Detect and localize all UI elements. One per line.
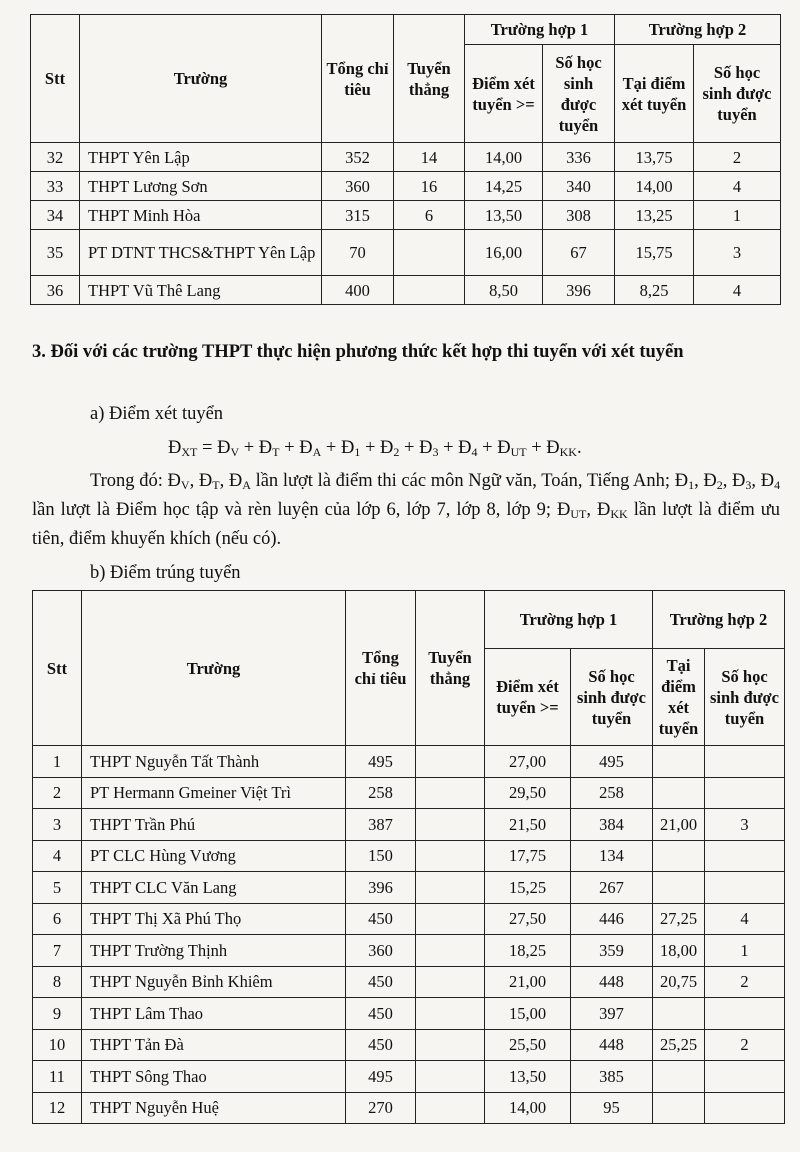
- cell-stt: 6: [33, 903, 82, 935]
- table-row: [33, 746, 785, 778]
- header-truong: Trường: [80, 15, 322, 143]
- cell-so-2: [705, 998, 785, 1030]
- header-truong: Trường: [82, 591, 346, 746]
- cell-so-1: 267: [571, 872, 653, 904]
- cell-diem-1: 25,50: [485, 1029, 571, 1061]
- table-row: [33, 872, 785, 904]
- cell-stt: 7: [33, 935, 82, 967]
- cell-stt: 36: [31, 276, 80, 305]
- header-tong-chi-tieu: Tổng chỉ tiêu: [322, 15, 394, 143]
- cell-tong: 387: [346, 809, 416, 841]
- cell-diem-1: 14,25: [465, 172, 543, 201]
- header-tong-chi-tieu: Tổng chỉ tiêu: [346, 591, 416, 746]
- cell-stt: 11: [33, 1061, 82, 1093]
- cell-truong: THPT Sông Thao: [82, 1061, 346, 1093]
- cell-tong: 450: [346, 903, 416, 935]
- cell-tong: 450: [346, 1029, 416, 1061]
- cell-diem-2: 13,75: [615, 143, 694, 172]
- cell-stt: 35: [31, 230, 80, 276]
- cell-diem-2: [653, 998, 705, 1030]
- cell-so-2: [705, 777, 785, 809]
- cell-stt: 33: [31, 172, 80, 201]
- cell-thang: [416, 1029, 485, 1061]
- header-stt: Stt: [33, 591, 82, 746]
- cell-diem-1: 27,00: [485, 746, 571, 778]
- cell-diem-1: 15,25: [485, 872, 571, 904]
- cell-truong: THPT Nguyễn Bỉnh Khiêm: [82, 966, 346, 998]
- cell-so-2: 4: [694, 276, 781, 305]
- header-so-hoc-sinh: Số học sinh được tuyển: [571, 649, 653, 746]
- table-row: [31, 230, 781, 276]
- section-3-heading: 3. Đối với các trường THPT thực hiện phương thức kết hợp thi tuyển với xét tuyển: [32, 342, 684, 362]
- cell-truong: THPT Yên Lập: [80, 143, 322, 172]
- cell-thang: [394, 276, 465, 305]
- cell-tong: 360: [322, 172, 394, 201]
- cell-diem-2: 18,00: [653, 935, 705, 967]
- header-truong-hop-1: Trường hợp 1: [465, 15, 615, 45]
- cell-thang: [416, 872, 485, 904]
- cell-so-2: 4: [694, 172, 781, 201]
- cell-thang: [416, 998, 485, 1030]
- cell-tong: 150: [346, 840, 416, 872]
- cell-so-2: 2: [705, 1029, 785, 1061]
- cell-tong: 360: [346, 935, 416, 967]
- cell-thang: 14: [394, 143, 465, 172]
- cell-so-1: 397: [571, 998, 653, 1030]
- cell-so-2: [705, 872, 785, 904]
- cell-so-2: 1: [705, 935, 785, 967]
- table-row: [33, 1061, 785, 1093]
- cell-diem-2: 14,00: [615, 172, 694, 201]
- table-row: [33, 935, 785, 967]
- admission-table-2: [32, 590, 785, 1124]
- cell-stt: 2: [33, 777, 82, 809]
- cell-so-2: 2: [694, 143, 781, 172]
- cell-truong: THPT Nguyễn Tất Thành: [82, 746, 346, 778]
- cell-truong: THPT Lương Sơn: [80, 172, 322, 201]
- cell-stt: 9: [33, 998, 82, 1030]
- cell-diem-2: 15,75: [615, 230, 694, 276]
- cell-thang: [416, 935, 485, 967]
- cell-diem-2: [653, 1092, 705, 1124]
- cell-so-1: 336: [543, 143, 615, 172]
- cell-so-1: 67: [543, 230, 615, 276]
- cell-diem-1: 18,25: [485, 935, 571, 967]
- header-truong-hop-1: Trường hợp 1: [485, 591, 653, 649]
- cell-so-1: 396: [543, 276, 615, 305]
- header-tuyen-thang: Tuyển thẳng: [416, 591, 485, 746]
- cell-thang: [416, 777, 485, 809]
- cell-so-1: 95: [571, 1092, 653, 1124]
- cell-stt: 5: [33, 872, 82, 904]
- cell-diem-1: 16,00: [465, 230, 543, 276]
- cell-so-2: [705, 1061, 785, 1093]
- cell-thang: [416, 966, 485, 998]
- cell-tong: 396: [346, 872, 416, 904]
- cell-diem-2: [653, 840, 705, 872]
- cell-truong: PT CLC Hùng Vương: [82, 840, 346, 872]
- cell-tong: 495: [346, 1061, 416, 1093]
- cell-truong: PT DTNT THCS&THPT Yên Lập: [80, 230, 322, 276]
- cell-diem-2: 8,25: [615, 276, 694, 305]
- cell-truong: THPT CLC Văn Lang: [82, 872, 346, 904]
- cell-diem-2: 27,25: [653, 903, 705, 935]
- cell-diem-2: [653, 777, 705, 809]
- formula: $Đ_{XT}$ = $Đ_V$ + $Đ_T$ + $Đ_A$ + $Đ_1$ + $Đ_2$ + $Đ_3$ + $Đ_4$ + $Đ_{UT}$ + $Đ_{KK}$.: [168, 438, 582, 459]
- table-row: [31, 201, 781, 230]
- cell-so-1: 446: [571, 903, 653, 935]
- cell-so-1: 359: [571, 935, 653, 967]
- header-so-hoc-sinh-2: Số học sinh được tuyển: [694, 45, 781, 143]
- cell-so-2: 3: [694, 230, 781, 276]
- cell-tong: 450: [346, 966, 416, 998]
- table-row: [33, 998, 785, 1030]
- table-row: [33, 903, 785, 935]
- cell-tong: 70: [322, 230, 394, 276]
- cell-truong: THPT Thị Xã Phú Thọ: [82, 903, 346, 935]
- header-tai-diem: Tại điểm xét tuyển: [653, 649, 705, 746]
- cell-thang: [416, 1092, 485, 1124]
- cell-thang: 16: [394, 172, 465, 201]
- cell-tong: 495: [346, 746, 416, 778]
- cell-truong: PT Hermann Gmeiner Việt Trì: [82, 777, 346, 809]
- cell-stt: 8: [33, 966, 82, 998]
- cell-stt: 4: [33, 840, 82, 872]
- cell-tong: 450: [346, 998, 416, 1030]
- cell-diem-1: 13,50: [485, 1061, 571, 1093]
- table-row: [33, 966, 785, 998]
- cell-thang: [416, 903, 485, 935]
- cell-truong: THPT Nguyễn Huệ: [82, 1092, 346, 1124]
- cell-diem-1: 21,00: [485, 966, 571, 998]
- cell-truong: THPT Tản Đà: [82, 1029, 346, 1061]
- cell-thang: 6: [394, 201, 465, 230]
- cell-so-1: 448: [571, 1029, 653, 1061]
- cell-truong: THPT Minh Hòa: [80, 201, 322, 230]
- admission-table-1: [30, 14, 781, 305]
- cell-diem-2: [653, 746, 705, 778]
- cell-diem-2: 20,75: [653, 966, 705, 998]
- cell-stt: 3: [33, 809, 82, 841]
- cell-so-1: 384: [571, 809, 653, 841]
- cell-stt: 10: [33, 1029, 82, 1061]
- cell-so-1: 134: [571, 840, 653, 872]
- cell-diem-1: 13,50: [465, 201, 543, 230]
- table-row: [31, 172, 781, 201]
- cell-diem-1: 14,00: [465, 143, 543, 172]
- cell-tong: 258: [346, 777, 416, 809]
- header-diem-xet-tuyen: Điểm xét tuyển >=: [465, 45, 543, 143]
- cell-tong: 352: [322, 143, 394, 172]
- cell-truong: THPT Vũ Thê Lang: [80, 276, 322, 305]
- cell-diem-1: 27,50: [485, 903, 571, 935]
- cell-stt: 32: [31, 143, 80, 172]
- cell-diem-2: 13,25: [615, 201, 694, 230]
- cell-so-2: 3: [705, 809, 785, 841]
- cell-so-1: 385: [571, 1061, 653, 1093]
- header-stt: Stt: [31, 15, 80, 143]
- cell-truong: THPT Lâm Thao: [82, 998, 346, 1030]
- table-row: [33, 777, 785, 809]
- header-so-hoc-sinh: Số học sinh được tuyển: [543, 45, 615, 143]
- table-row: [33, 809, 785, 841]
- table-row: [31, 143, 781, 172]
- cell-thang: [416, 840, 485, 872]
- header-tuyen-thang: Tuyển thẳng: [394, 15, 465, 143]
- cell-stt: 1: [33, 746, 82, 778]
- cell-truong: THPT Trường Thịnh: [82, 935, 346, 967]
- cell-so-2: [705, 840, 785, 872]
- header-tai-diem: Tại điểm xét tuyển: [615, 45, 694, 143]
- cell-diem-2: 25,25: [653, 1029, 705, 1061]
- cell-thang: [416, 746, 485, 778]
- cell-diem-1: 21,50: [485, 809, 571, 841]
- cell-so-1: 448: [571, 966, 653, 998]
- table-row: [33, 1092, 785, 1124]
- cell-so-1: 308: [543, 201, 615, 230]
- table-row: [31, 276, 781, 305]
- sub-heading-a: a) Điểm xét tuyển: [90, 404, 224, 424]
- table-row: [33, 1029, 785, 1061]
- cell-so-2: 2: [705, 966, 785, 998]
- cell-so-2: 4: [705, 903, 785, 935]
- cell-so-1: 340: [543, 172, 615, 201]
- header-so-hoc-sinh-2: Số học sinh được tuyển: [705, 649, 785, 746]
- cell-diem-2: [653, 1061, 705, 1093]
- cell-so-2: [705, 746, 785, 778]
- cell-so-1: 495: [571, 746, 653, 778]
- cell-stt: 34: [31, 201, 80, 230]
- cell-diem-2: 21,00: [653, 809, 705, 841]
- cell-tong: 270: [346, 1092, 416, 1124]
- cell-truong: THPT Trần Phú: [82, 809, 346, 841]
- header-truong-hop-2: Trường hợp 2: [653, 591, 785, 649]
- table-row: [33, 840, 785, 872]
- cell-so-2: 1: [694, 201, 781, 230]
- header-diem-xet-tuyen: Điểm xét tuyển >=: [485, 649, 571, 746]
- cell-thang: [394, 230, 465, 276]
- cell-diem-1: 14,00: [485, 1092, 571, 1124]
- cell-stt: 12: [33, 1092, 82, 1124]
- cell-so-2: [705, 1092, 785, 1124]
- explanation-paragraph: Trong đó: $Đ_V$, $Đ_T$, $Đ_A$ lần lượt là điểm thi các môn Ngữ văn, Toán, Tiếng Anh; $Đ_1$, $Đ_2$, $Đ_3$, $Đ_4$ lần lượt là Điểm học tập và rèn luyện của lớp 6, lớp 7, lớp 8, lớp 9; $Đ_{UT}$, $Đ_{KK}$ lần lượt là điểm ưu tiên, điểm khuyến khích (nếu có).: [32, 471, 781, 549]
- cell-diem-1: 17,75: [485, 840, 571, 872]
- cell-tong: 400: [322, 276, 394, 305]
- cell-diem-1: 15,00: [485, 998, 571, 1030]
- cell-tong: 315: [322, 201, 394, 230]
- cell-diem-1: 8,50: [465, 276, 543, 305]
- sub-heading-b: b) Điểm trúng tuyển: [90, 563, 241, 583]
- cell-diem-2: [653, 872, 705, 904]
- cell-so-1: 258: [571, 777, 653, 809]
- header-truong-hop-2: Trường hợp 2: [615, 15, 781, 45]
- cell-thang: [416, 1061, 485, 1093]
- cell-diem-1: 29,50: [485, 777, 571, 809]
- cell-thang: [416, 809, 485, 841]
